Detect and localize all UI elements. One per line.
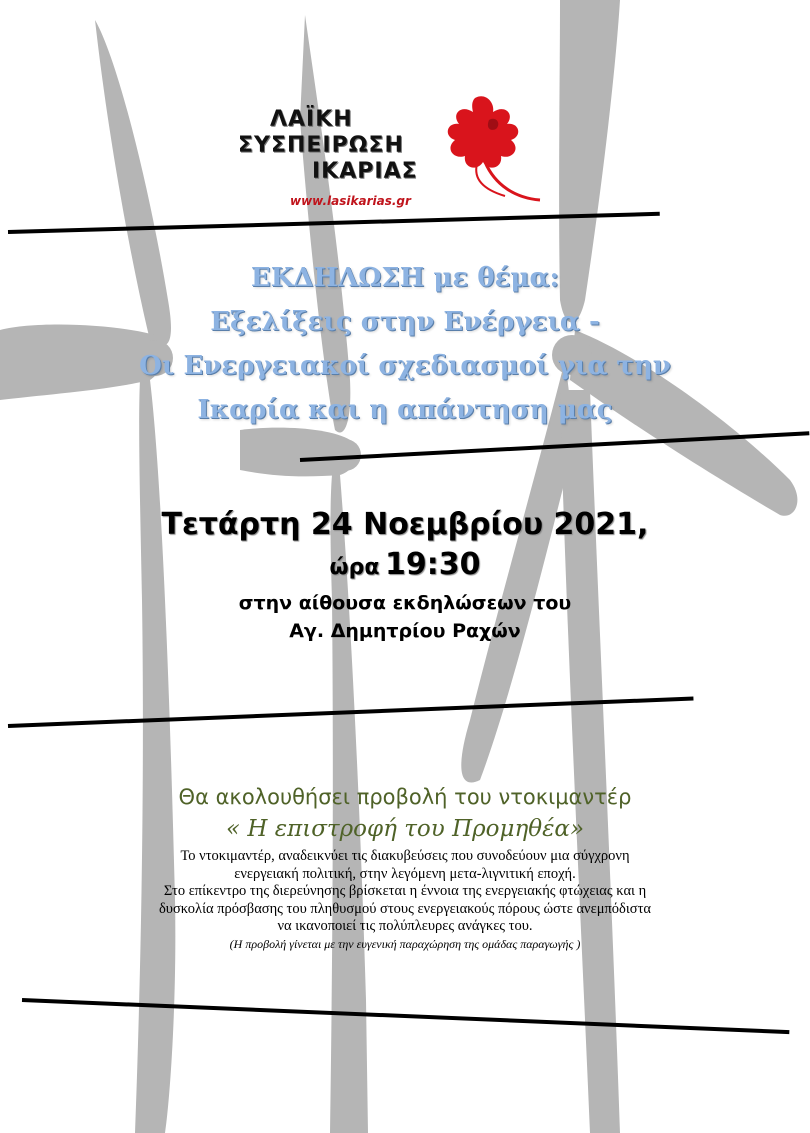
event-details xyxy=(0,505,810,645)
screening-section xyxy=(0,782,810,953)
event-date: Τετάρτη 24 Νοεμβρίου 2021 xyxy=(161,507,638,542)
film-title: « Η επιστροφή του Προμηθέα» xyxy=(225,816,585,842)
carnation-icon xyxy=(415,90,545,205)
event-time: 19:30 xyxy=(385,547,481,582)
website-url[interactable]: www.lasikarias.gr xyxy=(290,194,411,208)
production-credit: (Η προβολή γίνεται με την ευγενική παραχώρηση της ομάδας παραγωγής ) xyxy=(229,936,581,951)
organization-logo xyxy=(230,90,550,210)
event-title xyxy=(0,256,810,432)
date-comma: , xyxy=(637,507,649,542)
divider-line xyxy=(22,998,789,1034)
venue-line1: στην αίθουσα εκδηλώσεων του xyxy=(238,592,572,614)
divider-line xyxy=(8,696,694,728)
divider-line xyxy=(8,212,660,234)
description-line: δυσκολία πρόσβασης του πληθυσμού στους ενεργειακούς πόρους ώστε ανεμπόδιστα xyxy=(158,900,652,917)
title-line: ΕΚΔΗΛΩΣΗ με θέμα: xyxy=(250,263,560,293)
venue-line2: Αγ. Δημητρίου Ραχών xyxy=(289,620,521,642)
description-line: Το ντοκιμαντέρ, αναδεικνύει τις διακυβεύσεις που συνοδεύουν μια σύγχρονη xyxy=(180,848,630,864)
description-line: να ικανοποιεί τις πολύπλευρες ανάγκες του. xyxy=(277,918,533,934)
description-line: Στο επίκεντρο της διερεύνησης βρίσκεται η έννοια της ενεργειακής φτώχειας και η xyxy=(163,883,647,899)
logo-text-line3: ΙΚΑΡΙΑΣ xyxy=(312,159,418,184)
logo-text-line2: ΣΥΣΠΕΙΡΩΣΗ xyxy=(238,133,404,158)
title-line: Οι Ενεργειακοί σχεδιασμοί για την xyxy=(139,351,671,381)
time-label: ώρα xyxy=(329,555,380,580)
film-description xyxy=(0,848,810,936)
description-line: ενεργειακή πολιτική, στην λεγόμενη μετα-λιγνιτική εποχή. xyxy=(234,865,576,882)
event-time-line xyxy=(0,545,810,589)
event-date-line xyxy=(0,505,810,545)
title-line: Εξελίξεις στην Ενέργεια - xyxy=(210,307,600,337)
divider-line xyxy=(300,431,810,462)
logo-text-line1: ΛΑΪΚΗ xyxy=(270,107,353,132)
screening-intro: Θα ακολουθήσει προβολή του ντοκιμαντέρ xyxy=(178,785,632,809)
title-line: Ικαρία και η απάντηση μας xyxy=(197,395,613,425)
